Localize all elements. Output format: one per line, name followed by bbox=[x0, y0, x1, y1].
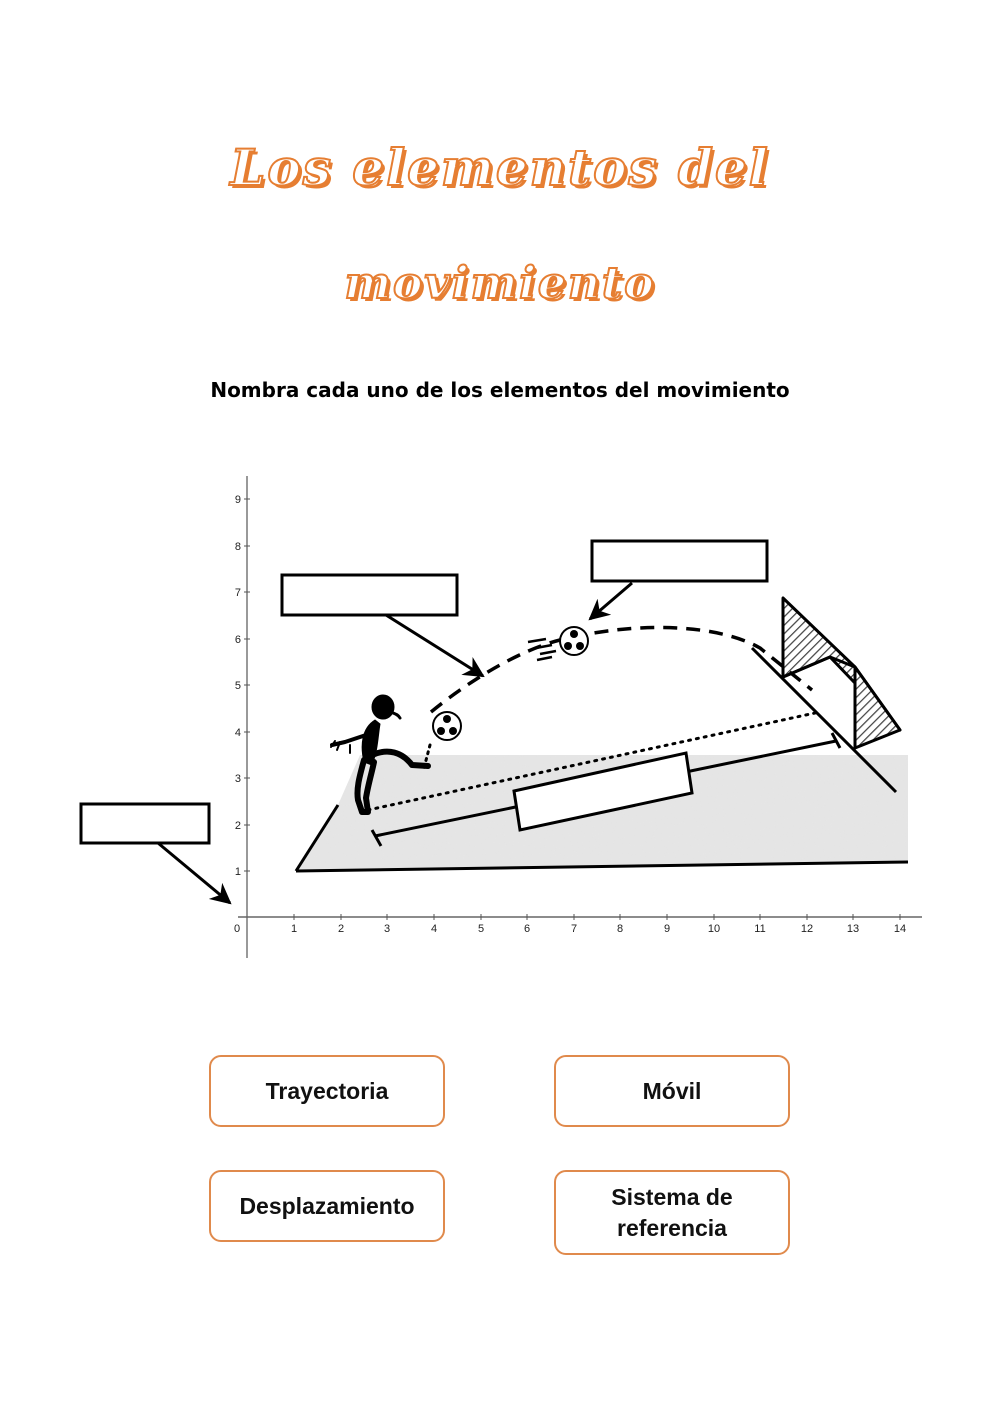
word-card-movil[interactable]: Móvil bbox=[554, 1055, 790, 1127]
x-tick-label: 8 bbox=[616, 923, 624, 935]
x-tick-label: 13 bbox=[846, 923, 860, 935]
answer-box-trajectory[interactable] bbox=[282, 575, 483, 676]
x-tick-label: 9 bbox=[663, 923, 671, 935]
title-line-2: movimiento bbox=[344, 258, 656, 309]
y-tick-label: 9 bbox=[234, 494, 241, 506]
title-line-1: Los elementos del bbox=[230, 138, 770, 197]
x-tick-label: 10 bbox=[707, 923, 721, 935]
x-tick-label: 7 bbox=[570, 923, 578, 935]
x-tick-label: 1 bbox=[290, 923, 298, 935]
y-tick-label: 2 bbox=[234, 820, 241, 832]
soccer-ball-icon bbox=[560, 627, 588, 655]
x-tick-label: 12 bbox=[800, 923, 814, 935]
x-tick-label: 14 bbox=[893, 923, 907, 935]
y-tick-label: 3 bbox=[234, 773, 241, 785]
y-tick-label: 4 bbox=[234, 727, 241, 739]
x-tick-label: 11 bbox=[754, 923, 766, 935]
word-card-sistema-de-referencia[interactable]: Sistema de referencia bbox=[554, 1170, 790, 1255]
x-tick-label: 2 bbox=[337, 923, 345, 935]
answer-box-mobile[interactable] bbox=[590, 541, 767, 619]
y-tick-label: 1 bbox=[234, 866, 241, 878]
instruction-text: Nombra cada uno de los elementos del movimiento bbox=[210, 378, 790, 402]
answer-box-reference-system[interactable] bbox=[81, 804, 230, 903]
y-tick-label: 8 bbox=[234, 541, 241, 553]
coordinate-axes bbox=[234, 476, 922, 958]
y-tick-label: 7 bbox=[234, 587, 241, 599]
y-tick-label: 5 bbox=[234, 680, 241, 692]
x-tick-label: 3 bbox=[383, 923, 391, 935]
goal-post bbox=[783, 598, 900, 748]
x-tick-label: 4 bbox=[430, 923, 438, 935]
word-card-desplazamiento[interactable]: Desplazamiento bbox=[209, 1170, 445, 1242]
x-tick-label: 0 bbox=[233, 923, 241, 935]
trajectory-arc bbox=[431, 628, 812, 712]
x-tick-label: 6 bbox=[523, 923, 531, 935]
x-tick-label: 5 bbox=[477, 923, 485, 935]
soccer-ball-icon bbox=[433, 712, 461, 740]
word-card-trayectoria[interactable]: Trayectoria bbox=[209, 1055, 445, 1127]
y-tick-label: 6 bbox=[234, 634, 241, 646]
